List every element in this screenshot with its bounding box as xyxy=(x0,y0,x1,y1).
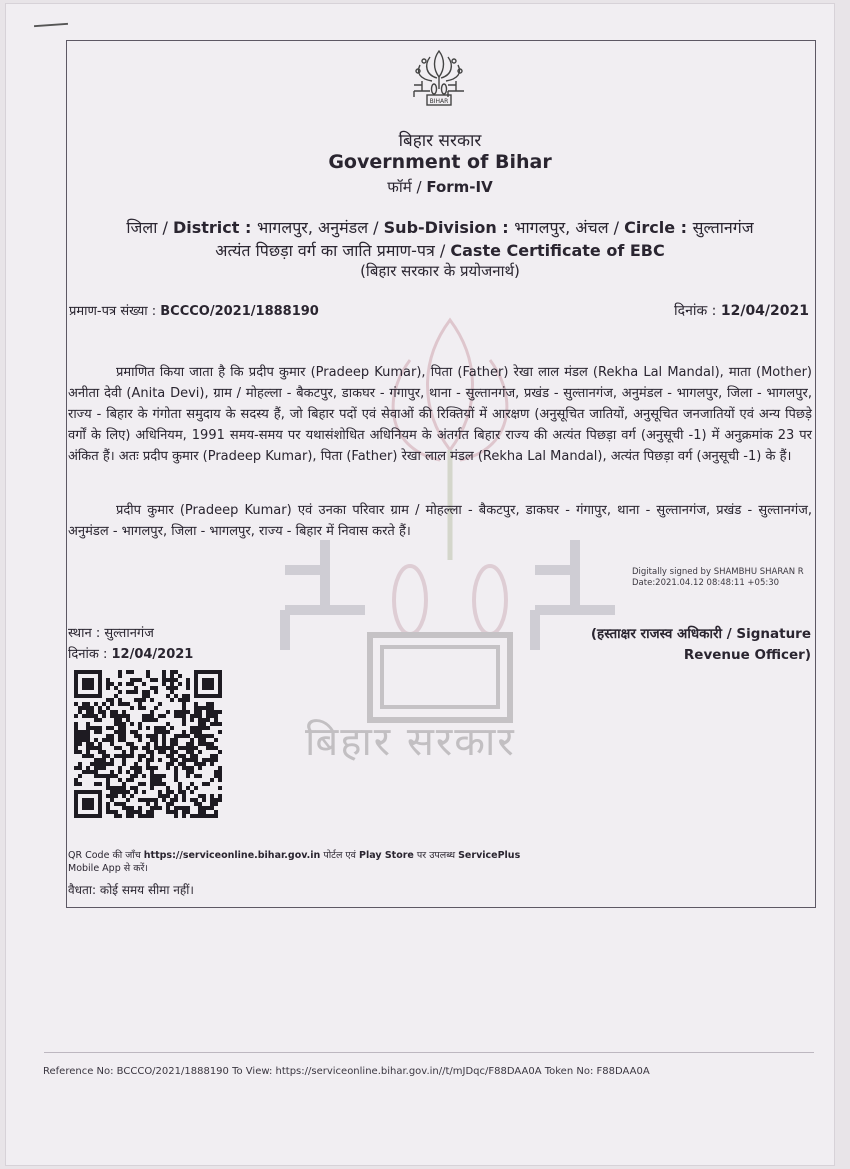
certificate-paragraph-1: प्रमाणित किया जाता है कि प्रदीप कुमार (Pradeep Kumar), पिता (Father) रेखा लाल मंडल (Rekha Lal Mandal), माता (Mother) अनीता देवी (Anita Devi), ग्राम / मोहल्ला - बैकटपुर, डाकघर - गंगापुर, थाना - सुल्तानगंज, प्रखंड - सुल्तानगंज, अनुमंडल - भागलपुर, जिला - भागलपुर, राज्य - बिहार के गंगोता समुदाय के सदस्य हैं, जो बिहार पदों एवं सेवाओं की रिक्तियों में आरक्षण (अनुसूचित जातियों, अनुसूचित जनजातियों एवं अन्य पिछड़े वर्गों के लिए) अधिनियम, 1991 समय-समय पर यथासंशोधित अधिनियम के अंतर्गत बिहार राज्य की अत्यंत पिछड़ा वर्ग (अनुसूची -1) में अनुक्रमांक 23 पर अंकित हैं। अतः प्रदीप कुमार (Pradeep Kumar), पिता (Father) रेखा लाल मंडल (Rekha Lal Mandal), अत्यंत पिछड़ा वर्ग (अनुसूची -1) के हैं। xyxy=(68,365,812,464)
place-date-block xyxy=(68,623,193,665)
subdivision-en: Sub-Division : xyxy=(383,218,515,237)
digital-signature xyxy=(632,567,804,589)
district-line xyxy=(66,216,814,238)
qr-note-store: Play Store xyxy=(358,850,414,861)
certificate-title xyxy=(66,239,814,261)
watermark-text: बिहार सरकार xyxy=(305,719,516,765)
govt-hindi-title: बिहार सरकार xyxy=(398,131,482,151)
issue-date-label: दिनांक : xyxy=(68,647,112,662)
qr-note-middle2: पर उपलब्ध xyxy=(413,850,459,861)
circle-en: Circle : xyxy=(624,218,693,237)
emblem-text: BIHAR xyxy=(429,98,449,105)
issue-date-value: 12/04/2021 xyxy=(111,647,194,662)
certificate-title-en: Caste Certificate of EBC xyxy=(450,241,665,260)
footer-divider xyxy=(44,1052,814,1053)
bihar-emblem-icon xyxy=(410,47,468,107)
digital-signature-date: Date:2021.04.12 08:48:11 +05:30 xyxy=(632,578,780,588)
certificate-date xyxy=(674,301,809,320)
qr-code[interactable] xyxy=(74,670,222,818)
digital-signature-name: Digitally signed by SHAMBHU SHARAN R xyxy=(632,567,804,577)
qr-note-line2: Mobile App से करें। xyxy=(68,863,148,874)
district-en: District : xyxy=(172,218,257,237)
govt-english-title: Government of Bihar xyxy=(328,151,552,173)
issue-date xyxy=(68,644,193,665)
subdivision-value: भागलपुर, अंचल / xyxy=(514,218,625,237)
signature-line-1: (हस्ताक्षर राजस्व अधिकारी / Signature xyxy=(590,626,811,642)
cert-no-label: प्रमाण-पत्र संख्या : xyxy=(69,304,161,319)
signature-block xyxy=(591,624,811,666)
cert-date-label: दिनांक : xyxy=(674,303,721,319)
qr-note-url[interactable]: https://serviceonline.bihar.gov.in xyxy=(143,850,321,861)
qr-note-prefix: QR Code की जाँच xyxy=(68,850,144,861)
circle-value: सुल्तानगंज xyxy=(692,218,754,237)
district-value: भागलपुर, अनुमंडल / xyxy=(256,218,384,237)
qr-note xyxy=(68,849,548,875)
certificate-purpose: (बिहार सरकार के प्रयोजनार्थ) xyxy=(360,262,520,280)
certificate-title-hi: अत्यंत पिछड़ा वर्ग का जाति प्रमाण-पत्र / xyxy=(215,241,451,260)
qr-note-middle: पोर्टल एवं xyxy=(320,850,359,861)
district-hi: जिला / xyxy=(126,218,173,237)
reference-line: Reference No: BCCCO/2021/1888190 To View: https://serviceonline.bihar.gov.in//t/mJDqc/F88DAA0A Token No: F88DAA0A xyxy=(43,1066,650,1077)
signature-line-2: Revenue Officer) xyxy=(683,647,811,663)
form-label-en: Form-IV xyxy=(426,178,493,196)
form-label xyxy=(66,177,814,197)
certificate-paragraph-2: प्रदीप कुमार (Pradeep Kumar) एवं उनका परिवार ग्राम / मोहल्ला - बैकटपुर, डाकघर - गंगापुर, थाना - सुल्तानगंज, प्रखंड - सुल्तानगंज, अनुमंडल - भागलपुर, जिला - भागलपुर, राज्य - बिहार में निवास करते हैं। xyxy=(68,503,812,539)
cert-no-value: BCCCO/2021/1888190 xyxy=(160,304,319,319)
place-text: स्थान : सुल्तानगंज xyxy=(68,626,154,641)
validity-text: वैधता: कोई समय सीमा नहीं। xyxy=(68,883,194,897)
certificate-number xyxy=(69,301,319,319)
qr-note-app: ServicePlus xyxy=(458,850,521,861)
cert-date-value: 12/04/2021 xyxy=(720,303,809,319)
form-label-hi: फॉर्म / xyxy=(387,178,427,196)
